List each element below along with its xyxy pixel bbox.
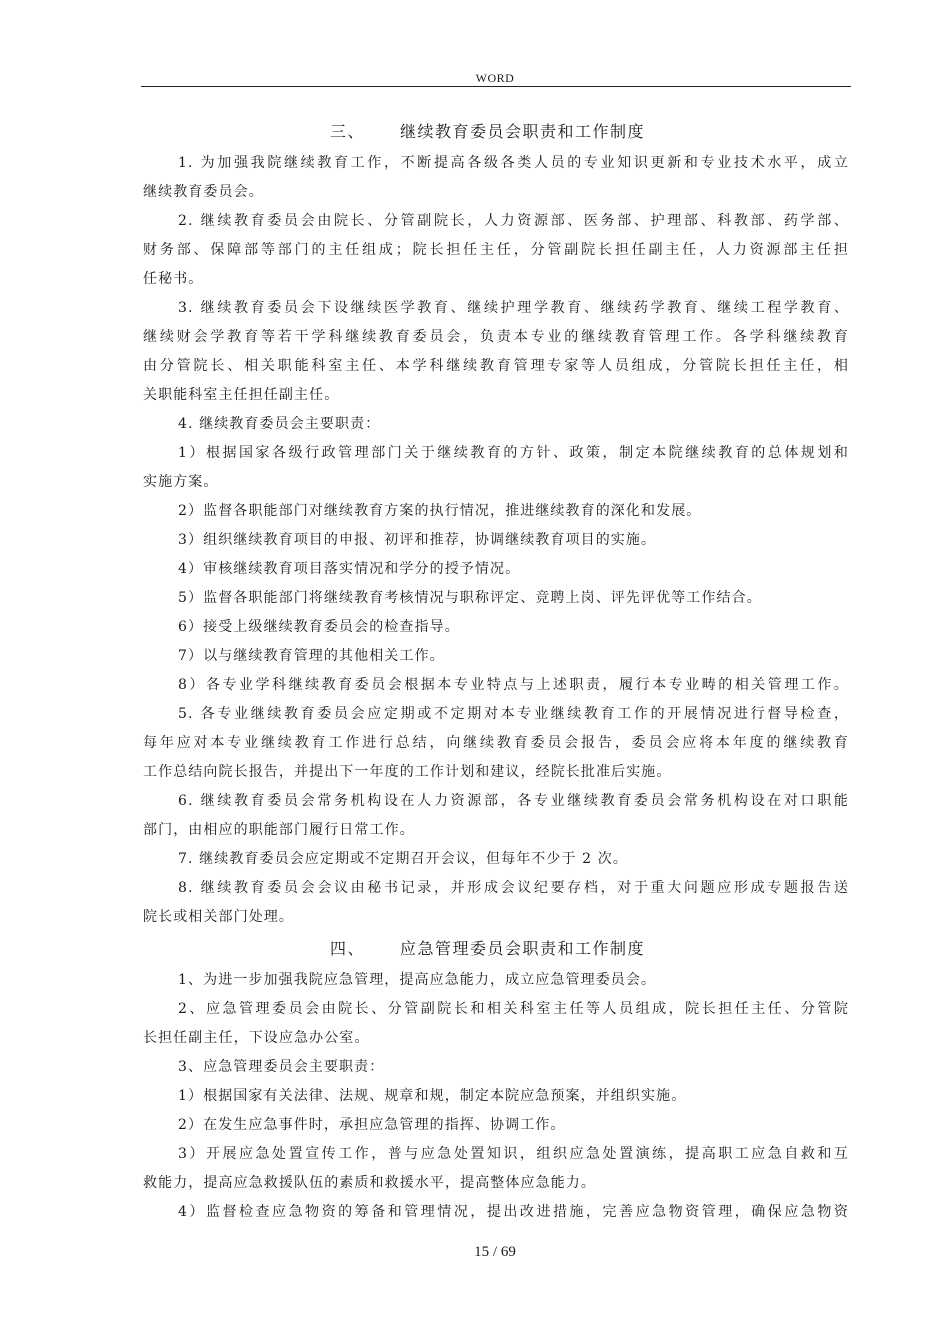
paragraph-line: 4. 继续教育委员会主要职责： xyxy=(178,416,381,432)
paragraph-line: 救能力，提高应急救援队伍的素质和救援水平，提高整体应急能力。 xyxy=(143,1175,596,1191)
paragraph-line: 1）根据国家有关法律、法规、规章和规，制定本院应急预案，并组织实施。 xyxy=(178,1088,687,1104)
paragraph-line: 5）监督各职能部门将继续教育考核情况与职称评定、竞聘上岗、评先评优等工作结合。 xyxy=(178,590,762,606)
paragraph-line: 8）各专业学科继续教育委员会根据本专业特点与上述职责，履行本专业畴的相关管理工作。 xyxy=(178,677,849,693)
paragraph-line: 3）开展应急处置宣传工作，普与应急处置知识，组织应急处置演练，提高职工应急自救和互 xyxy=(178,1146,849,1162)
paragraph-line: 2、应急管理委员会由院长、分管副院长和相关科室主任等人员组成，院长担任主任、分管院 xyxy=(178,1001,849,1017)
paragraph-line: 1）根据国家各级行政管理部门关于继续教育的方针、政策，制定本院继续教育的总体规划和 xyxy=(178,445,849,461)
section-heading xyxy=(143,932,849,966)
paragraph-line: 3、应急管理委员会主要职责： xyxy=(178,1059,385,1075)
document-header-title: WORD xyxy=(475,71,515,85)
section-heading xyxy=(143,115,849,149)
paragraph-line: 5. 各专业继续教育委员会应定期或不定期对本专业继续教育工作的开展情况进行督导检查， xyxy=(178,706,849,722)
paragraph-line: 2）在发生应急事件时，承担应急管理的指挥、协调工作。 xyxy=(178,1117,566,1133)
paragraph-line: 继续财会学教育等若干学科继续教育委员会，负责本专业的继续教育管理工作。各学科继续教育 xyxy=(143,329,849,345)
document-body xyxy=(143,115,849,1227)
paragraph-line: 部门，由相应的职能部门履行日常工作。 xyxy=(143,822,415,838)
section-title: 继续教育委员会职责和工作制度 xyxy=(400,122,646,141)
paragraph-line: 院长或相关部门处理。 xyxy=(143,909,294,925)
paragraph-line: 关职能科室主任担任副主任。 xyxy=(143,387,340,403)
page-number: 15 / 69 xyxy=(474,1244,516,1260)
paragraph-line: 1. 为加强我院继续教育工作，不断提高各级各类人员的专业知识更新和专业技术水平，成立 xyxy=(178,155,849,171)
paragraph-line: 3）组织继续教育项目的申报、初评和推荐，协调继续教育项目的实施。 xyxy=(178,532,657,548)
paragraph-line: 长担任副主任，下设应急办公室。 xyxy=(143,1030,370,1046)
paragraph-line: 4）监督检查应急物资的筹备和管理情况，提出改进措施，完善应急物资管理，确保应急物资 xyxy=(178,1204,849,1220)
section-number: 四、 xyxy=(330,939,366,958)
paragraph-line: 2）监督各职能部门对继续教育方案的执行情况，推进继续教育的深化和发展。 xyxy=(178,503,702,519)
paragraph-line: 3. 继续教育委员会下设继续医学教育、继续护理学教育、继续药学教育、继续工程学教育、 xyxy=(178,300,849,316)
paragraph-line: 7. 继续教育委员会应定期或不定期召开会议，但每年不少于 2 次。 xyxy=(178,851,628,867)
paragraph-line: 每年应对本专业继续教育工作进行总结，向继续教育委员会报告，委员会应将本年度的继续教育 xyxy=(143,735,849,751)
paragraph-line: 工作总结向院长报告，并提出下一年度的工作计划和建议，经院长批准后实施。 xyxy=(143,764,672,780)
paragraph-line: 任秘书。 xyxy=(143,271,204,287)
paragraph-line: 财务部、保障部等部门的主任组成；院长担任主任，分管副院长担任副主任，人力资源部主任担 xyxy=(143,242,849,258)
paragraph-line: 继续教育委员会。 xyxy=(143,184,264,200)
paragraph-line: 2. 继续教育委员会由院长、分管副院长，人力资源部、医务部、护理部、科教部、药学部、 xyxy=(178,213,849,229)
paragraph-line: 8. 继续教育委员会会议由秘书记录，并形成会议纪要存档，对于重大问题应形成专题报告送 xyxy=(178,880,849,896)
section-title: 应急管理委员会职责和工作制度 xyxy=(400,939,646,958)
paragraph-line: 6）接受上级继续教育委员会的检查指导。 xyxy=(178,619,460,635)
paragraph-line: 4）审核继续教育项目落实情况和学分的授予情况。 xyxy=(178,561,521,577)
header-rule xyxy=(141,86,851,87)
paragraph-line: 由分管院长、相关职能科室主任、本学科继续教育管理专家等人员组成，分管院长担任主任，相 xyxy=(143,358,849,374)
paragraph-line: 6. 继续教育委员会常务机构设在人力资源部，各专业继续教育委员会常务机构设在对口职能 xyxy=(178,793,849,809)
section-number: 三、 xyxy=(330,122,366,141)
paragraph-line: 7）以与继续教育管理的其他相关工作。 xyxy=(178,648,445,664)
paragraph-line: 1、为进一步加强我院应急管理，提高应急能力，成立应急管理委员会。 xyxy=(178,972,657,988)
paragraph-line: 实施方案。 xyxy=(143,474,219,490)
